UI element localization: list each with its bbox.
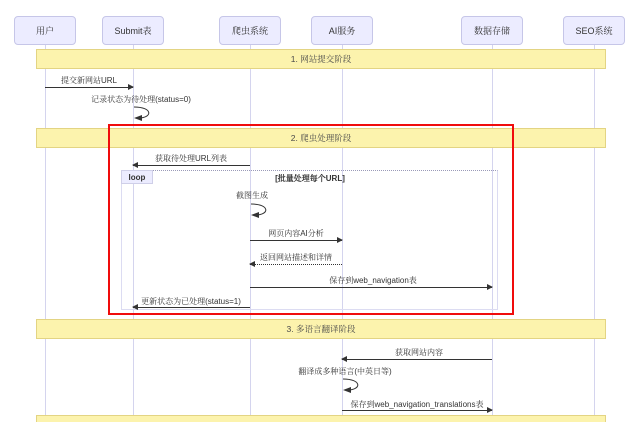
message-screenshot-selfloop-arrow bbox=[250, 202, 278, 219]
message-fetch-pending-urls-label: 获取待处理URL列表 bbox=[154, 154, 228, 163]
phase-band-1 bbox=[36, 49, 606, 69]
message-get-website-content-label: 获取网站内容 bbox=[395, 348, 443, 357]
message-record-status-label: 记录状态为待处理(status=0) bbox=[91, 95, 191, 104]
phase-band-3 bbox=[36, 319, 606, 339]
actor-ai-service bbox=[311, 16, 373, 45]
actor-crawler-system bbox=[219, 16, 281, 45]
phase-band-4-partial bbox=[36, 415, 606, 422]
message-get-website-content-arrow bbox=[342, 359, 492, 360]
message-save-web-navigation-arrow bbox=[250, 287, 492, 288]
message-ai-analysis-arrow bbox=[250, 240, 342, 241]
message-save-translations-arrow bbox=[342, 410, 492, 411]
actor-user bbox=[14, 16, 76, 45]
message-update-status-label: 更新状态为已处理(status=1) bbox=[141, 297, 241, 306]
loop-keyword: loop bbox=[121, 170, 153, 184]
message-submit-url-arrow bbox=[45, 87, 133, 88]
message-translate-label: 翻译成多种语言(中英日等) bbox=[298, 367, 392, 376]
lifeline-user bbox=[45, 45, 46, 422]
message-submit-url-label: 提交新网站URL bbox=[60, 76, 118, 85]
actor-seo-system bbox=[563, 16, 625, 45]
actor-crawler-system-label: 爬虫系统 bbox=[231, 26, 268, 36]
actor-seo-system-label: SEO系统 bbox=[575, 26, 613, 36]
actor-data-storage-label: 数据存储 bbox=[473, 26, 510, 36]
message-record-status-selfloop-arrow bbox=[133, 105, 161, 122]
message-update-status-arrow bbox=[133, 307, 250, 308]
message-ai-analysis-label: 网页内容AI分析 bbox=[268, 229, 324, 238]
actor-user-label: 用户 bbox=[35, 26, 54, 36]
message-save-translations-label: 保存到web_navigation_translations表 bbox=[350, 400, 484, 409]
lifeline-seo-system bbox=[594, 45, 595, 422]
message-fetch-pending-urls-arrow bbox=[133, 165, 250, 166]
loop-condition: [批量处理每个URL] bbox=[275, 174, 345, 183]
phase-band-3-label: 3. 多语言翻译阶段 bbox=[286, 324, 356, 334]
actor-data-storage bbox=[461, 16, 523, 45]
phase-band-2-label: 2. 爬虫处理阶段 bbox=[290, 133, 352, 143]
message-save-web-navigation-label: 保存到web_navigation表 bbox=[329, 276, 417, 285]
message-screenshot-label: 截图生成 bbox=[236, 191, 268, 200]
message-return-description-arrow bbox=[250, 264, 342, 265]
message-return-description-label: 返回网站描述和详情 bbox=[260, 253, 332, 262]
message-translate-selfloop-arrow bbox=[342, 377, 370, 394]
actor-ai-service-label: AI服务 bbox=[328, 26, 356, 36]
actor-submit-table bbox=[102, 16, 164, 45]
phase-band-1-label: 1. 网站提交阶段 bbox=[290, 54, 352, 64]
actor-submit-table-label: Submit表 bbox=[114, 26, 152, 36]
phase-band-2 bbox=[36, 128, 606, 148]
